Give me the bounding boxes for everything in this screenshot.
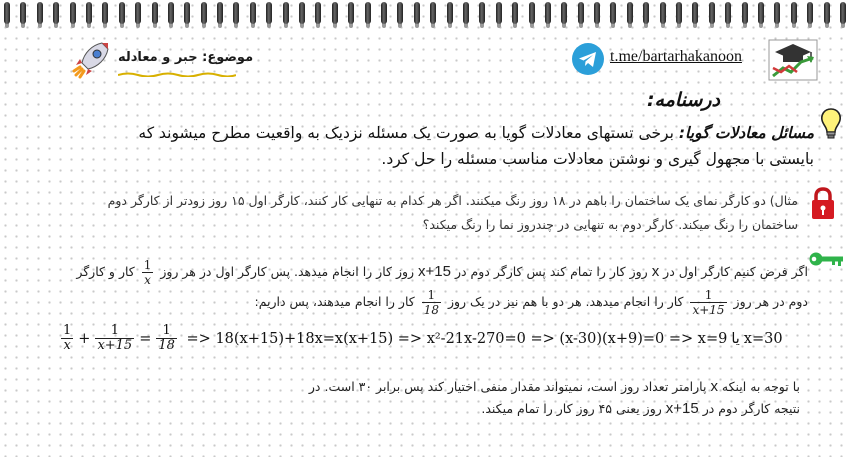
main-equation: $\frac{1}{x}$ + $\frac{1}{x+15}$ = $\frac{1}{18}$ => 18(x+15)+18x=x(x+15) => x²-21x-270=0 => (x-30)(x+9)=0 => x=9یاx=30 — [63, 323, 783, 353]
intro-text: برخی تستهای معادلات گویا به صورت یک مسئله نزدیک به واقعیت مطرح میشوند که بایستی با مجهول گیری و نوشتن معادلات مناسب مسئله را حل کرد. — [138, 124, 814, 168]
conclusion-line-1: با توجه به اینکه x پارامتر تعداد روز است، نمیتواند مقدار منفی اختیار کند پس برابر ۳۰ است. در — [308, 378, 800, 395]
notebook-rings — [0, 0, 850, 30]
lesson-title: درسنامه: — [646, 89, 720, 111]
channel-logo — [767, 38, 819, 82]
var-x: x — [651, 263, 660, 280]
telegram-icon[interactable] — [571, 42, 605, 76]
solution-line-2: دوم در هر روز $\frac{1}{x+15}$ کار را انجام میدهد. هر دو با هم نیز در یک روز $\frac{1}{18}$ کار را انجام میدهند، پس داریم: — [254, 288, 808, 317]
var-x-plus-15: x+15 — [418, 263, 451, 280]
header — [0, 36, 850, 86]
equation-chain: => 18(x+15)+18x=x(x+15) => x²-21x-270=0 => (x-30)(x+9)=0 => x=9 — [186, 330, 728, 347]
rocket-icon — [72, 39, 112, 79]
equation-final: x=30 — [743, 330, 783, 347]
or-word: یا — [731, 330, 740, 347]
eq-frac-1-x: $\frac{1}{x}$ — [63, 323, 72, 353]
telegram-link[interactable]: t.me/bartarhakanoon — [610, 48, 742, 65]
subject-label: موضوع: جبر و معادله — [118, 50, 254, 65]
example-problem: مثال) دو کارگر نمای یک ساختمان را باهم در ۱۸ روز رنگ میکنند. اگر هر کدام به تنهایی کار کنند، کارگر اول ۱۵ روز زودتر از کارگر دوم ساختمان را رنگ میکند. کارگر دوم به تنهایی در چندروز نما را رنگ میکند؟ — [107, 193, 798, 232]
fraction-one-over-x-plus-15: $\frac{1}{x+15}$ — [692, 288, 725, 317]
lock-icon — [810, 187, 836, 221]
subject-underline — [118, 72, 236, 77]
key-icon — [808, 250, 844, 268]
fraction-one-over-18: $\frac{1}{18}$ — [423, 288, 439, 317]
conclusion-line-2: نتیجه کارگر دوم در x+15 روز یعنی ۴۵ روز کار را تمام میکند. — [481, 400, 800, 417]
fraction-one-over-x: $\frac{1}{x}$ — [143, 258, 152, 287]
lightbulb-icon — [819, 107, 843, 141]
solution-line-1: اگر فرض کنیم کارگر اول در x روز کار را تمام کند پس کارگر دوم در x+15 روز کار را انجام میدهد. پس کارگر اول در هر روز $\frac{1}{x}$ کار و کارگر — [76, 258, 808, 287]
lesson-intro — [94, 120, 814, 172]
conclusion — [80, 376, 800, 420]
eq-frac-1-x15: $\frac{1}{x+15}$ — [97, 323, 133, 353]
intro-keyword: مسائل معادلات گویا: — [678, 124, 814, 142]
eq-frac-1-18: $\frac{1}{18}$ — [158, 323, 175, 353]
